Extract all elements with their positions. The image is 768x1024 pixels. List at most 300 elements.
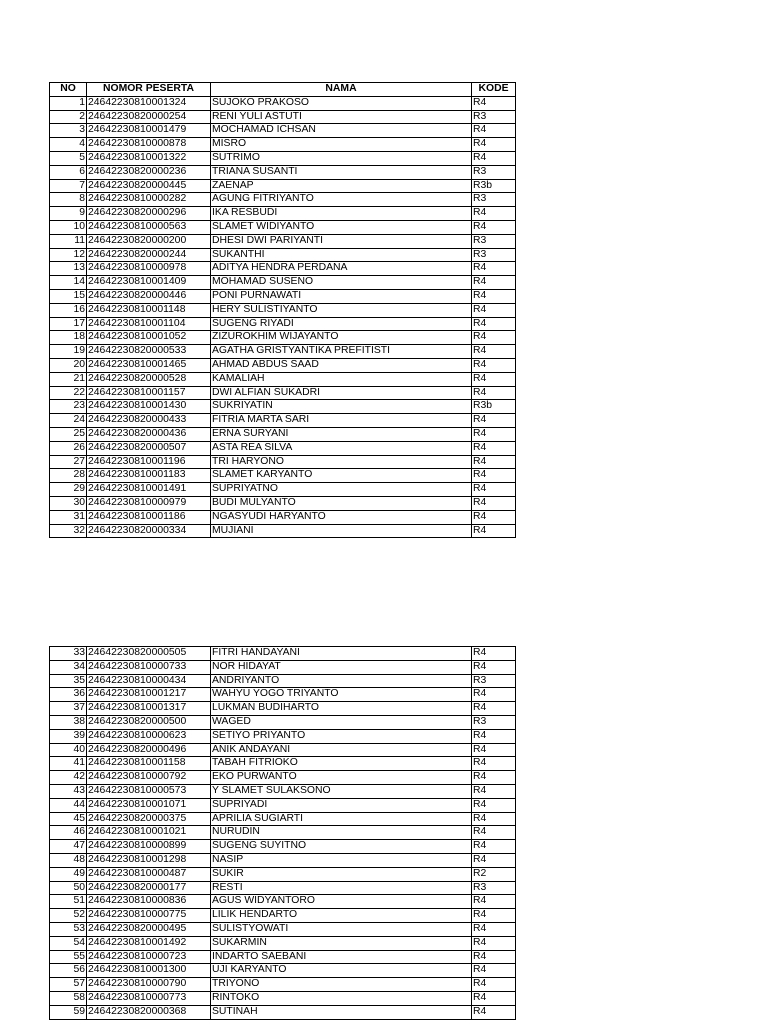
- participant-number: 24642230820000236: [87, 165, 211, 179]
- participant-number: 24642230820000296: [87, 207, 211, 221]
- participant-code: R4: [472, 386, 516, 400]
- row-number: 24: [50, 414, 87, 428]
- participant-number: 24642230810001298: [87, 853, 211, 867]
- participant-code: R4: [472, 510, 516, 524]
- participant-code: R3: [472, 110, 516, 124]
- participant-code: R3: [472, 193, 516, 207]
- participant-table-top: [49, 82, 516, 538]
- table-row: [50, 867, 516, 881]
- row-number: 46: [50, 826, 87, 840]
- participant-number: 24642230810001186: [87, 510, 211, 524]
- participant-name: SUTINAH: [211, 1005, 472, 1019]
- table-row: [50, 674, 516, 688]
- participant-name: MUJIANI: [211, 524, 472, 538]
- participant-code: R4: [472, 276, 516, 290]
- participant-number: 24642230820000507: [87, 441, 211, 455]
- participant-code: R3: [472, 881, 516, 895]
- row-number: 43: [50, 784, 87, 798]
- participant-number: 24642230810001183: [87, 469, 211, 483]
- row-number: 51: [50, 895, 87, 909]
- row-number: 1: [50, 96, 87, 110]
- table-row: [50, 688, 516, 702]
- participant-number: 24642230820000433: [87, 414, 211, 428]
- participant-code: R4: [472, 743, 516, 757]
- participant-number: 24642230810001322: [87, 151, 211, 165]
- participant-number: 24642230810001157: [87, 386, 211, 400]
- row-number: 30: [50, 496, 87, 510]
- participant-code: R4: [472, 289, 516, 303]
- participant-code: R4: [472, 483, 516, 497]
- participant-number: 24642230810000899: [87, 840, 211, 854]
- table-row: [50, 151, 516, 165]
- table-row: [50, 483, 516, 497]
- table-row: [50, 771, 516, 785]
- participant-name: RINTOKO: [211, 991, 472, 1005]
- table-row: [50, 798, 516, 812]
- table-row: [50, 276, 516, 290]
- participant-number: 24642230820000244: [87, 248, 211, 262]
- table-row: [50, 895, 516, 909]
- table-row: [50, 248, 516, 262]
- row-number: 57: [50, 978, 87, 992]
- participant-code: R4: [472, 317, 516, 331]
- table-row: [50, 358, 516, 372]
- participant-code: R4: [472, 138, 516, 152]
- participant-name: Y SLAMET SULAKSONO: [211, 784, 472, 798]
- participant-name: SUGENG RIYADI: [211, 317, 472, 331]
- row-number: 27: [50, 455, 87, 469]
- table-row: [50, 455, 516, 469]
- participant-code: R4: [472, 331, 516, 345]
- participant-name: ASTA REA SILVA: [211, 441, 472, 455]
- row-number: 21: [50, 372, 87, 386]
- table-row: [50, 757, 516, 771]
- participant-code: R4: [472, 207, 516, 221]
- participant-number: 24642230810000775: [87, 909, 211, 923]
- participant-code: R4: [472, 991, 516, 1005]
- participant-code: R4: [472, 826, 516, 840]
- row-number: 16: [50, 303, 87, 317]
- table-row: [50, 96, 516, 110]
- row-number: 8: [50, 193, 87, 207]
- participant-name: AHMAD ABDUS SAAD: [211, 358, 472, 372]
- participant-number: 24642230820000446: [87, 289, 211, 303]
- row-number: 52: [50, 909, 87, 923]
- row-number: 5: [50, 151, 87, 165]
- participant-code: R4: [472, 414, 516, 428]
- table-row: [50, 386, 516, 400]
- row-number: 49: [50, 867, 87, 881]
- participant-number: 24642230810001479: [87, 124, 211, 138]
- table-row: [50, 207, 516, 221]
- row-number: 14: [50, 276, 87, 290]
- participant-number: 24642230810001158: [87, 757, 211, 771]
- table-row: [50, 922, 516, 936]
- row-number: 23: [50, 400, 87, 414]
- row-number: 41: [50, 757, 87, 771]
- participant-name: TRIANA SUSANTI: [211, 165, 472, 179]
- participant-number: 24642230810001430: [87, 400, 211, 414]
- participant-number: 24642230810000878: [87, 138, 211, 152]
- participant-name: SLAMET KARYANTO: [211, 469, 472, 483]
- table-row: [50, 345, 516, 359]
- participant-code: R4: [472, 96, 516, 110]
- table-row: [50, 331, 516, 345]
- participant-number: 24642230820000505: [87, 647, 211, 661]
- table-row: [50, 372, 516, 386]
- participant-number: 24642230820000177: [87, 881, 211, 895]
- table-row: [50, 414, 516, 428]
- participant-name: AGUNG FITRIYANTO: [211, 193, 472, 207]
- table-row: [50, 978, 516, 992]
- table-row: [50, 1005, 516, 1019]
- row-number: 12: [50, 248, 87, 262]
- table-row: [50, 110, 516, 124]
- participant-name: RENI YULI ASTUTI: [211, 110, 472, 124]
- row-number: 22: [50, 386, 87, 400]
- participant-code: R4: [472, 771, 516, 785]
- participant-code: R3b: [472, 400, 516, 414]
- participant-code: R4: [472, 427, 516, 441]
- participant-code: R2: [472, 867, 516, 881]
- participant-code: R4: [472, 784, 516, 798]
- table-row: [50, 496, 516, 510]
- participant-number: 24642230820000495: [87, 922, 211, 936]
- participant-name: LILIK HENDARTO: [211, 909, 472, 923]
- participant-number: 24642230810000733: [87, 660, 211, 674]
- participant-code: R4: [472, 688, 516, 702]
- participant-number: 24642230810001217: [87, 688, 211, 702]
- table-row: [50, 812, 516, 826]
- row-number: 56: [50, 964, 87, 978]
- participant-name: WAGED: [211, 715, 472, 729]
- participant-name: BUDI MULYANTO: [211, 496, 472, 510]
- participant-name: NURUDIN: [211, 826, 472, 840]
- participant-name: MOHAMAD SUSENO: [211, 276, 472, 290]
- participant-name: SUGENG SUYITNO: [211, 840, 472, 854]
- table-row: [50, 784, 516, 798]
- participant-number: 24642230810000573: [87, 784, 211, 798]
- participant-code: R4: [472, 936, 516, 950]
- participant-code: R4: [472, 124, 516, 138]
- participant-code: R4: [472, 895, 516, 909]
- participant-name: SUJOKO PRAKOSO: [211, 96, 472, 110]
- participant-name: ANDRIYANTO: [211, 674, 472, 688]
- participant-name: MOCHAMAD ICHSAN: [211, 124, 472, 138]
- row-number: 29: [50, 483, 87, 497]
- row-number: 15: [50, 289, 87, 303]
- participant-number: 24642230810001465: [87, 358, 211, 372]
- participant-name: KAMALIAH: [211, 372, 472, 386]
- row-number: 55: [50, 950, 87, 964]
- header-no: NO: [50, 83, 87, 97]
- table-row: [50, 179, 516, 193]
- participant-code: R4: [472, 909, 516, 923]
- participant-number: 24642230810000978: [87, 262, 211, 276]
- row-number: 4: [50, 138, 87, 152]
- participant-name: DWI ALFIAN SUKADRI: [211, 386, 472, 400]
- row-number: 37: [50, 702, 87, 716]
- participant-number: 24642230810001492: [87, 936, 211, 950]
- row-number: 3: [50, 124, 87, 138]
- participant-code: R3: [472, 234, 516, 248]
- participant-name: SUPRIYATNO: [211, 483, 472, 497]
- participant-code: R3b: [472, 179, 516, 193]
- row-number: 38: [50, 715, 87, 729]
- participant-number: 24642230820000445: [87, 179, 211, 193]
- participant-code: R4: [472, 950, 516, 964]
- table-row: [50, 234, 516, 248]
- row-number: 54: [50, 936, 87, 950]
- participant-name: EKO PURWANTO: [211, 771, 472, 785]
- participant-name: HERY SULISTIYANTO: [211, 303, 472, 317]
- participant-code: R4: [472, 441, 516, 455]
- participant-number: 24642230810000790: [87, 978, 211, 992]
- participant-code: R4: [472, 798, 516, 812]
- participant-name: TABAH FITRIOKO: [211, 757, 472, 771]
- participant-name: NGASYUDI HARYANTO: [211, 510, 472, 524]
- participant-name: UJI KARYANTO: [211, 964, 472, 978]
- participant-name: AGUS WIDYANTORO: [211, 895, 472, 909]
- participant-number: 24642230810000282: [87, 193, 211, 207]
- row-number: 13: [50, 262, 87, 276]
- table-row: [50, 524, 516, 538]
- row-number: 34: [50, 660, 87, 674]
- participant-name: SUKRIYATIN: [211, 400, 472, 414]
- table-row: [50, 853, 516, 867]
- participant-name: SULISTYOWATI: [211, 922, 472, 936]
- participant-number: 24642230810001317: [87, 702, 211, 716]
- table-row: [50, 317, 516, 331]
- row-number: 36: [50, 688, 87, 702]
- participant-code: R4: [472, 702, 516, 716]
- row-number: 7: [50, 179, 87, 193]
- table-row: [50, 840, 516, 854]
- participant-name: FITRIA MARTA SARI: [211, 414, 472, 428]
- participant-name: NASIP: [211, 853, 472, 867]
- table-row: [50, 165, 516, 179]
- row-number: 50: [50, 881, 87, 895]
- participant-code: R4: [472, 496, 516, 510]
- table-row: [50, 729, 516, 743]
- participant-number: 24642230810001021: [87, 826, 211, 840]
- row-number: 28: [50, 469, 87, 483]
- participant-name: SUKARMIN: [211, 936, 472, 950]
- header-row: [50, 83, 516, 97]
- participant-number: 24642230810001071: [87, 798, 211, 812]
- table-row: [50, 400, 516, 414]
- row-number: 2: [50, 110, 87, 124]
- table-row: [50, 715, 516, 729]
- participant-number: 24642230810000836: [87, 895, 211, 909]
- participant-name: APRILIA SUGIARTI: [211, 812, 472, 826]
- table-row: [50, 138, 516, 152]
- participant-name: WAHYU YOGO TRIYANTO: [211, 688, 472, 702]
- row-number: 11: [50, 234, 87, 248]
- participant-code: R4: [472, 262, 516, 276]
- header-nama: NAMA: [211, 83, 472, 97]
- participant-number: 24642230810001052: [87, 331, 211, 345]
- table-bottom-body: [50, 647, 516, 1020]
- participant-number: 24642230820000334: [87, 524, 211, 538]
- participant-name: MISRO: [211, 138, 472, 152]
- participant-name: SUPRIYADI: [211, 798, 472, 812]
- participant-name: PONI PURNAWATI: [211, 289, 472, 303]
- participant-number: 24642230810001196: [87, 455, 211, 469]
- row-number: 39: [50, 729, 87, 743]
- participant-number: 24642230820000254: [87, 110, 211, 124]
- table-row: [50, 743, 516, 757]
- table-row: [50, 441, 516, 455]
- participant-name: DHESI DWI PARIYANTI: [211, 234, 472, 248]
- participant-name: LUKMAN BUDIHARTO: [211, 702, 472, 716]
- table-row: [50, 220, 516, 234]
- participant-number: 24642230810000773: [87, 991, 211, 1005]
- table-row: [50, 702, 516, 716]
- table-row: [50, 427, 516, 441]
- table-row: [50, 881, 516, 895]
- participant-code: R3: [472, 165, 516, 179]
- participant-code: R4: [472, 729, 516, 743]
- participant-code: R4: [472, 151, 516, 165]
- table-row: [50, 826, 516, 840]
- row-number: 35: [50, 674, 87, 688]
- row-number: 17: [50, 317, 87, 331]
- participant-number: 24642230810000487: [87, 867, 211, 881]
- participant-code: R4: [472, 358, 516, 372]
- row-number: 48: [50, 853, 87, 867]
- row-number: 33: [50, 647, 87, 661]
- table-row: [50, 193, 516, 207]
- row-number: 59: [50, 1005, 87, 1019]
- participant-number: 24642230810001491: [87, 483, 211, 497]
- table-row: [50, 647, 516, 661]
- table-row: [50, 262, 516, 276]
- table-row: [50, 510, 516, 524]
- participant-number: 24642230810000723: [87, 950, 211, 964]
- participant-number: 24642230820000375: [87, 812, 211, 826]
- participant-code: R3: [472, 674, 516, 688]
- participant-number: 24642230810000623: [87, 729, 211, 743]
- participant-number: 24642230820000200: [87, 234, 211, 248]
- participant-number: 24642230810001409: [87, 276, 211, 290]
- participant-number: 24642230810001148: [87, 303, 211, 317]
- row-number: 58: [50, 991, 87, 1005]
- table-row: [50, 964, 516, 978]
- participant-name: ADITYA HENDRA PERDANA: [211, 262, 472, 276]
- participant-name: TRI HARYONO: [211, 455, 472, 469]
- participant-code: R4: [472, 660, 516, 674]
- header-kode: KODE: [472, 83, 516, 97]
- participant-number: 24642230810001104: [87, 317, 211, 331]
- participant-code: R4: [472, 303, 516, 317]
- participant-name: IKA RESBUDI: [211, 207, 472, 221]
- row-number: 6: [50, 165, 87, 179]
- row-number: 42: [50, 771, 87, 785]
- row-number: 26: [50, 441, 87, 455]
- participant-code: R4: [472, 469, 516, 483]
- participant-code: R4: [472, 757, 516, 771]
- participant-number: 24642230820000436: [87, 427, 211, 441]
- participant-code: R4: [472, 978, 516, 992]
- row-number: 53: [50, 922, 87, 936]
- participant-name: SUKIR: [211, 867, 472, 881]
- table-row: [50, 991, 516, 1005]
- participant-code: R4: [472, 345, 516, 359]
- table-row: [50, 303, 516, 317]
- header-nomor-peserta: NOMOR PESERTA: [87, 83, 211, 97]
- participant-code: R4: [472, 1005, 516, 1019]
- participant-code: R4: [472, 220, 516, 234]
- participant-code: R3: [472, 715, 516, 729]
- participant-number: 24642230810001300: [87, 964, 211, 978]
- participant-code: R4: [472, 840, 516, 854]
- participant-code: R4: [472, 647, 516, 661]
- participant-code: R4: [472, 922, 516, 936]
- participant-number: 24642230820000528: [87, 372, 211, 386]
- participant-name: ANIK ANDAYANI: [211, 743, 472, 757]
- participant-code: R3: [472, 248, 516, 262]
- table-row: [50, 936, 516, 950]
- row-number: 32: [50, 524, 87, 538]
- participant-name: ZIZUROKHIM WIJAYANTO: [211, 331, 472, 345]
- participant-name: SUKANTHI: [211, 248, 472, 262]
- participant-name: ZAENAP: [211, 179, 472, 193]
- participant-name: ERNA SURYANI: [211, 427, 472, 441]
- participant-number: 24642230810000792: [87, 771, 211, 785]
- row-number: 20: [50, 358, 87, 372]
- participant-code: R4: [472, 455, 516, 469]
- row-number: 18: [50, 331, 87, 345]
- row-number: 45: [50, 812, 87, 826]
- participant-name: INDARTO SAEBANI: [211, 950, 472, 964]
- row-number: 47: [50, 840, 87, 854]
- participant-number: 24642230820000496: [87, 743, 211, 757]
- participant-number: 24642230820000500: [87, 715, 211, 729]
- table-row: [50, 909, 516, 923]
- table-row: [50, 950, 516, 964]
- row-number: 25: [50, 427, 87, 441]
- table-row: [50, 469, 516, 483]
- participant-code: R4: [472, 853, 516, 867]
- participant-number: 24642230810000434: [87, 674, 211, 688]
- row-number: 44: [50, 798, 87, 812]
- participant-name: SLAMET WIDIYANTO: [211, 220, 472, 234]
- table-top-body: [50, 96, 516, 538]
- row-number: 31: [50, 510, 87, 524]
- participant-code: R4: [472, 964, 516, 978]
- participant-code: R4: [472, 812, 516, 826]
- participant-name: NOR HIDAYAT: [211, 660, 472, 674]
- table-row: [50, 289, 516, 303]
- table-row: [50, 124, 516, 138]
- participant-name: AGATHA GRISTYANTIKA PREFITISTI: [211, 345, 472, 359]
- participant-number: 24642230810001324: [87, 96, 211, 110]
- participant-number: 24642230810000563: [87, 220, 211, 234]
- participant-name: FITRI HANDAYANI: [211, 647, 472, 661]
- participant-number: 24642230820000533: [87, 345, 211, 359]
- participant-table-bottom: [49, 646, 516, 1020]
- row-number: 40: [50, 743, 87, 757]
- row-number: 9: [50, 207, 87, 221]
- participant-name: SUTRIMO: [211, 151, 472, 165]
- row-number: 10: [50, 220, 87, 234]
- participant-name: TRIYONO: [211, 978, 472, 992]
- table-row: [50, 660, 516, 674]
- participant-code: R4: [472, 524, 516, 538]
- participant-name: SETIYO PRIYANTO: [211, 729, 472, 743]
- participant-number: 24642230820000368: [87, 1005, 211, 1019]
